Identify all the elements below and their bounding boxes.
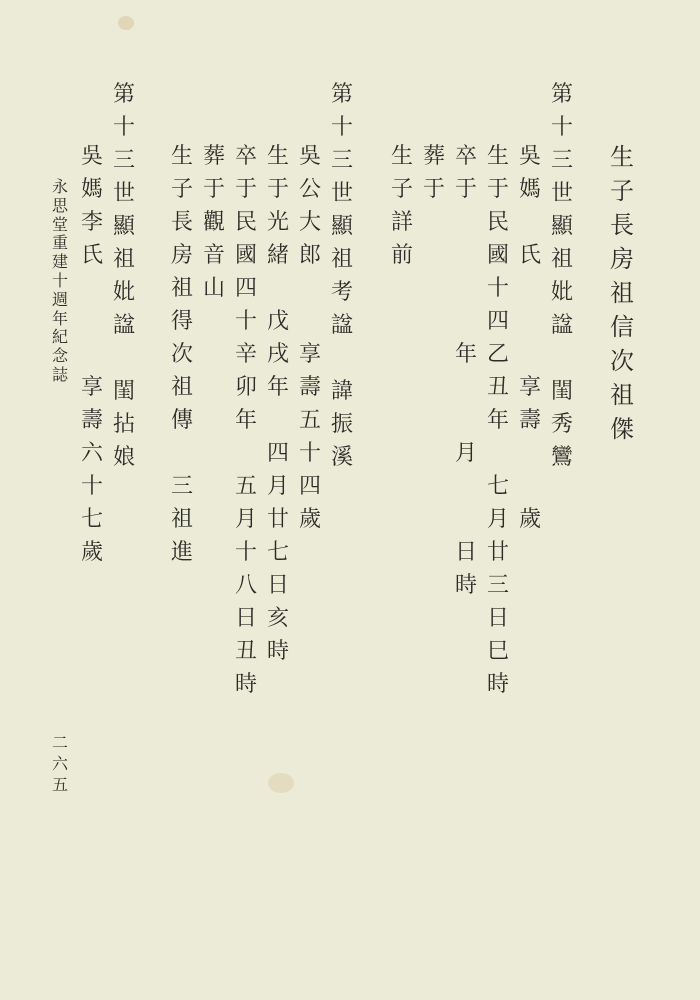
- burial-record-line-a: [419, 140, 449, 206]
- glyph: 于: [454, 177, 477, 202]
- glyph: 月: [266, 474, 289, 499]
- glyph: [451, 503, 481, 536]
- glyph: 卒: [454, 144, 477, 169]
- glyph: 十: [550, 115, 573, 140]
- glyph: 第: [550, 82, 573, 107]
- glyph: 丑: [486, 375, 509, 400]
- glyph: 享: [80, 375, 103, 400]
- glyph: [515, 338, 545, 371]
- glyph: [451, 239, 481, 272]
- glyph: 廿: [266, 507, 289, 532]
- glyph: 時: [234, 672, 257, 697]
- glyph: 二: [51, 733, 68, 752]
- glyph: 十: [486, 276, 509, 301]
- glyph: 世: [330, 181, 353, 206]
- glyph: 傑: [610, 415, 634, 443]
- ancestress-name-line-b: [77, 140, 107, 569]
- glyph: 亥: [266, 606, 289, 631]
- glyph: 丑: [234, 639, 257, 664]
- glyph: 永: [51, 177, 68, 196]
- glyph: 五: [234, 474, 257, 499]
- glyph: [77, 305, 107, 338]
- glyph: 娘: [112, 445, 135, 470]
- glyph: 諡: [550, 313, 573, 338]
- glyph: 次: [610, 347, 634, 375]
- glyph: [451, 404, 481, 437]
- glyph: 堂: [51, 214, 68, 234]
- glyph: 歲: [518, 507, 541, 532]
- death-record-line-a: [451, 140, 481, 602]
- glyph: 三: [170, 474, 193, 499]
- glyph: 觀: [202, 210, 225, 235]
- glyph: 時: [486, 672, 509, 697]
- glyph: 七: [486, 474, 509, 499]
- glyph: 顯: [550, 214, 573, 239]
- glyph: [451, 305, 481, 338]
- glyph: 六: [51, 754, 68, 773]
- glyph: 念: [51, 346, 68, 366]
- glyph: 溪: [330, 445, 353, 470]
- glyph: 月: [454, 441, 477, 466]
- glyph: 房: [610, 245, 634, 273]
- glyph: [515, 305, 545, 338]
- glyph: 卯: [234, 375, 257, 400]
- glyph: 祖: [170, 375, 193, 400]
- glyph: 得: [170, 309, 193, 334]
- glyph: 次: [170, 342, 193, 367]
- glyph: 生: [266, 144, 289, 169]
- glyph: 十: [330, 115, 353, 140]
- glyph: 音: [202, 243, 225, 268]
- glyph: 歲: [298, 507, 321, 532]
- glyph: 緒: [266, 243, 289, 268]
- glyph: 四: [298, 474, 321, 499]
- glyph: 十: [80, 474, 103, 499]
- glyph: 生: [390, 144, 413, 169]
- glyph: 七: [266, 540, 289, 565]
- glyph: 于: [202, 177, 225, 202]
- glyph: 日: [266, 573, 289, 598]
- glyph: 李: [80, 210, 103, 235]
- glyph: 卒: [234, 144, 257, 169]
- glyph: 祖: [330, 247, 353, 272]
- glyph: 秀: [550, 412, 573, 437]
- glyph: 生: [610, 143, 634, 171]
- glyph: 考: [330, 280, 353, 305]
- glyph: [77, 272, 107, 305]
- glyph: 十: [234, 540, 257, 565]
- glyph: 週: [51, 289, 68, 309]
- glyph: 房: [170, 243, 193, 268]
- glyph: 享: [518, 375, 541, 400]
- glyph: 年: [266, 375, 289, 400]
- glyph: 壽: [80, 408, 103, 433]
- glyph: 三: [330, 148, 353, 173]
- glyph: 前: [390, 243, 413, 268]
- glyph: 祖: [610, 381, 634, 409]
- glyph: 于: [422, 177, 445, 202]
- glyph: 十: [234, 309, 257, 334]
- glyph: [77, 338, 107, 371]
- glyph: 子: [610, 177, 634, 205]
- glyph: [451, 206, 481, 239]
- glyph: 第: [330, 82, 353, 107]
- glyph: 壽: [298, 375, 321, 400]
- glyph: 七: [80, 507, 103, 532]
- glyph: 年: [51, 308, 68, 328]
- glyph: 五: [298, 408, 321, 433]
- glyph: 國: [234, 243, 257, 268]
- glyph: 世: [112, 181, 135, 206]
- glyph: [167, 437, 197, 470]
- children-record-line-b: [167, 140, 197, 569]
- glyph: 祖: [550, 247, 573, 272]
- glyph: 傳: [170, 408, 193, 433]
- glyph: 四: [486, 309, 509, 334]
- glyph: 月: [234, 507, 257, 532]
- glyph: 戌: [266, 342, 289, 367]
- glyph: [451, 272, 481, 305]
- glyph: 葬: [202, 144, 225, 169]
- glyph: 進: [170, 540, 193, 565]
- glyph: 氏: [80, 243, 103, 268]
- glyph: 信: [610, 313, 634, 341]
- glyph: 子: [390, 177, 413, 202]
- glyph: 時: [266, 639, 289, 664]
- glyph: 日: [486, 606, 509, 631]
- glyph: 于: [234, 177, 257, 202]
- glyph: 公: [298, 177, 321, 202]
- glyph: [231, 437, 261, 470]
- glyph: 吳: [298, 144, 321, 169]
- glyph: [295, 305, 325, 338]
- glyph: 八: [234, 573, 257, 598]
- glyph: 國: [486, 243, 509, 268]
- glyph: 十: [298, 441, 321, 466]
- glyph: 大: [298, 210, 321, 235]
- glyph: 詳: [390, 210, 413, 235]
- glyph: [451, 371, 481, 404]
- glyph: 顯: [112, 214, 135, 239]
- glyph: 三: [486, 573, 509, 598]
- glyph: [483, 437, 513, 470]
- heirs-line-generation-14: [607, 140, 637, 446]
- glyph: 生: [170, 144, 193, 169]
- glyph: 生: [486, 144, 509, 169]
- glyph: 媽: [518, 177, 541, 202]
- glyph: 氏: [518, 243, 541, 268]
- glyph: 重: [51, 233, 68, 253]
- glyph: 享: [298, 342, 321, 367]
- glyph: 葬: [422, 144, 445, 169]
- glyph: 鸞: [550, 445, 573, 470]
- glyph: 諱: [330, 379, 353, 404]
- glyph: 民: [486, 210, 509, 235]
- glyph: 拈: [112, 412, 135, 437]
- glyph: 第: [112, 82, 135, 107]
- glyph: 妣: [112, 280, 135, 305]
- glyph: 戊: [266, 309, 289, 334]
- glyph: 時: [454, 573, 477, 598]
- glyph: 妣: [550, 280, 573, 305]
- glyph: 吳: [518, 144, 541, 169]
- glyph: 吳: [80, 144, 103, 169]
- glyph: 年: [454, 342, 477, 367]
- glyph: 三: [112, 148, 135, 173]
- glyph: 長: [170, 210, 193, 235]
- glyph: 諡: [330, 313, 353, 338]
- glyph: 日: [454, 540, 477, 565]
- glyph: 民: [234, 210, 257, 235]
- glyph: 年: [234, 408, 257, 433]
- page-number: [45, 732, 75, 795]
- glyph: 廿: [486, 540, 509, 565]
- glyph: 祖: [112, 247, 135, 272]
- glyph: 光: [266, 210, 289, 235]
- glyph: [327, 342, 357, 375]
- glyph: 四: [266, 441, 289, 466]
- glyph: 于: [486, 177, 509, 202]
- glyph: 巳: [486, 639, 509, 664]
- glyph: 長: [610, 211, 634, 239]
- glyph: 閨: [550, 379, 573, 404]
- glyph: 紀: [51, 327, 68, 347]
- glyph: 閨: [112, 379, 135, 404]
- glyph: 誌: [51, 364, 68, 384]
- glyph: 日: [234, 606, 257, 631]
- glyph: [263, 404, 293, 437]
- book-title-running-head: [45, 178, 75, 385]
- glyph: [515, 272, 545, 305]
- glyph: 山: [202, 276, 225, 301]
- glyph: 十: [112, 115, 135, 140]
- glyph: 辛: [234, 342, 257, 367]
- glyph: 月: [486, 507, 509, 532]
- burial-record-line-b: [199, 140, 229, 305]
- glyph: 祖: [610, 279, 634, 307]
- glyph: 諡: [112, 313, 135, 338]
- glyph: 子: [170, 177, 193, 202]
- glyph: 五: [51, 775, 68, 794]
- glyph: 四: [234, 276, 257, 301]
- glyph: 年: [486, 408, 509, 433]
- glyph: 乙: [486, 342, 509, 367]
- glyph: 振: [330, 412, 353, 437]
- glyph: 顯: [330, 214, 353, 239]
- glyph: 媽: [80, 177, 103, 202]
- glyph: [263, 272, 293, 305]
- glyph: 三: [550, 148, 573, 173]
- glyph: [451, 470, 481, 503]
- glyph: 壽: [518, 408, 541, 433]
- children-record-line-a: [387, 140, 417, 272]
- glyph: 郎: [298, 243, 321, 268]
- glyph: [515, 206, 545, 239]
- paper-stain: [268, 773, 294, 793]
- glyph: 祖: [170, 507, 193, 532]
- birth-record-line-b: [263, 140, 293, 668]
- glyph: 世: [550, 181, 573, 206]
- glyph: 于: [266, 177, 289, 202]
- ancestor-name-line: [295, 140, 325, 536]
- glyph: 祖: [170, 276, 193, 301]
- glyph: 思: [51, 195, 68, 215]
- glyph: 十: [51, 270, 68, 290]
- glyph: 建: [51, 252, 68, 272]
- glyph: [515, 470, 545, 503]
- glyph: 六: [80, 441, 103, 466]
- glyph: 歲: [80, 540, 103, 565]
- ancestress-name-line-a: [515, 140, 545, 536]
- death-record-line-b: [231, 140, 261, 701]
- paper-stain: [118, 16, 134, 30]
